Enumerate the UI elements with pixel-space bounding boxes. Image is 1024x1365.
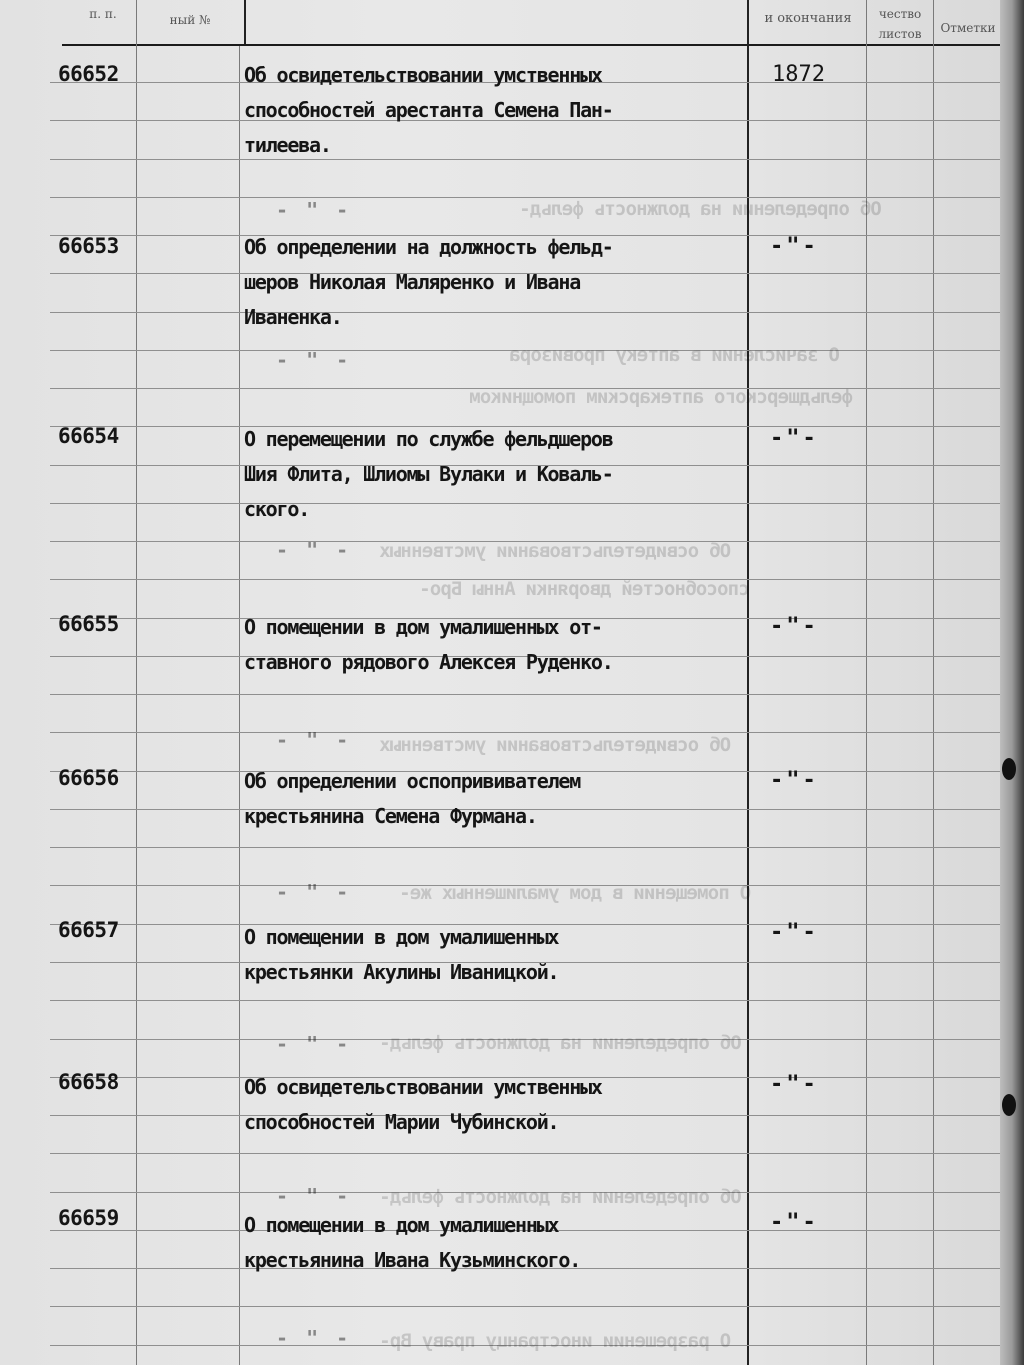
ditto-mark: - " - [276, 880, 352, 904]
bleed-through-text: Об определении на должность фельд- [520, 198, 882, 220]
header-col-dates: и окончания [764, 11, 852, 26]
entry-date: -"- [770, 426, 819, 451]
ditto-mark: - " - [276, 728, 352, 752]
header-col-notes: Отметки [940, 21, 996, 35]
entry-date: -"- [770, 1210, 819, 1235]
entry-number: 66656 [58, 766, 119, 790]
entry-title: О помещении в дом умалишенных от- ставного рядового Алексея Руденко. [244, 615, 613, 674]
header-col-number: п. п. [89, 7, 117, 21]
ruled-line [50, 1306, 1000, 1307]
header-col-sheets-line1: чество [878, 7, 922, 21]
bleed-through-text: О помещении в дом умалишенных же- [400, 882, 752, 904]
ditto-mark: - " - [276, 1326, 352, 1350]
entry-date: -"- [770, 768, 819, 793]
bleed-through-text: О зачислении в аптеку провизора [510, 344, 840, 366]
entry-number: 66659 [58, 1206, 119, 1230]
ditto-mark: - " - [276, 1184, 352, 1208]
bleed-through-text: О разрешении иностранцу праву Вр- [380, 1330, 732, 1352]
ditto-mark: - " - [276, 348, 352, 372]
bleed-through-text: Об определении на должность фельд- [380, 1032, 742, 1054]
entry-number: 66653 [58, 234, 119, 258]
bleed-through-text: фельдшерского аптекарским помощником [470, 386, 854, 408]
ditto-mark: - " - [276, 198, 352, 222]
ditto-mark: - " - [276, 1032, 352, 1056]
bleed-through-text: способностей дворянки Анны Бро- [420, 578, 750, 600]
ruled-line [50, 1153, 1000, 1154]
ruled-line [50, 694, 1000, 695]
entry-date: -"- [770, 1072, 819, 1097]
entry-number: 66652 [58, 62, 119, 86]
column-divider [244, 0, 246, 44]
entry-number: 66655 [58, 612, 119, 636]
ruled-line [50, 1000, 1000, 1001]
ruled-line [50, 847, 1000, 848]
header-rule [62, 44, 1000, 46]
header-col-sheets-line2: листов [878, 27, 922, 41]
binder-hole [1002, 758, 1016, 780]
entry-date: -"- [770, 234, 819, 259]
entry-title: Об освидетельствовании умственных способностей арестанта Семена Пан- тилеева. [244, 63, 613, 157]
entry-date: -"- [770, 920, 819, 945]
column-divider [933, 0, 934, 1365]
entry-title: Об определении на должность фельд- шеров Николая Маляренко и Ивана Иваненка. [244, 235, 613, 329]
bleed-through-text: Об определении на должность фельд- [380, 1186, 742, 1208]
ruled-line [50, 732, 1000, 733]
column-divider [136, 0, 137, 1365]
entry-title: Об освидетельствовании умственных способностей Марии Чубинской. [244, 1075, 602, 1134]
column-divider [239, 46, 240, 1365]
binder-hole [1002, 1094, 1016, 1116]
entry-title: Об определении оспопрививателем крестьянина Семена Фурмана. [244, 769, 581, 828]
bleed-through-text: Об освидетельствовании умственных [380, 734, 732, 756]
entry-title: О перемещении по службе фельдшеров Шия Флита, Шлиомы Вулаки и Коваль- ского. [244, 427, 613, 521]
entry-number: 66657 [58, 918, 119, 942]
binder-edge [1000, 0, 1024, 1365]
entry-title: О помещении в дом умалишенных крестьянки Акулины Иваницкой. [244, 925, 559, 984]
entry-number: 66654 [58, 424, 119, 448]
entry-date: 1872 [772, 62, 825, 87]
bleed-through-text: Об освидетельствовании умственных [380, 540, 732, 562]
entry-date: -"- [770, 614, 819, 639]
entry-number: 66658 [58, 1070, 119, 1094]
header-col-inventory: ный № [169, 13, 211, 27]
entry-title: О помещении в дом умалишенных крестьянина Ивана Кузьминского. [244, 1213, 581, 1272]
ditto-mark: - " - [276, 538, 352, 562]
